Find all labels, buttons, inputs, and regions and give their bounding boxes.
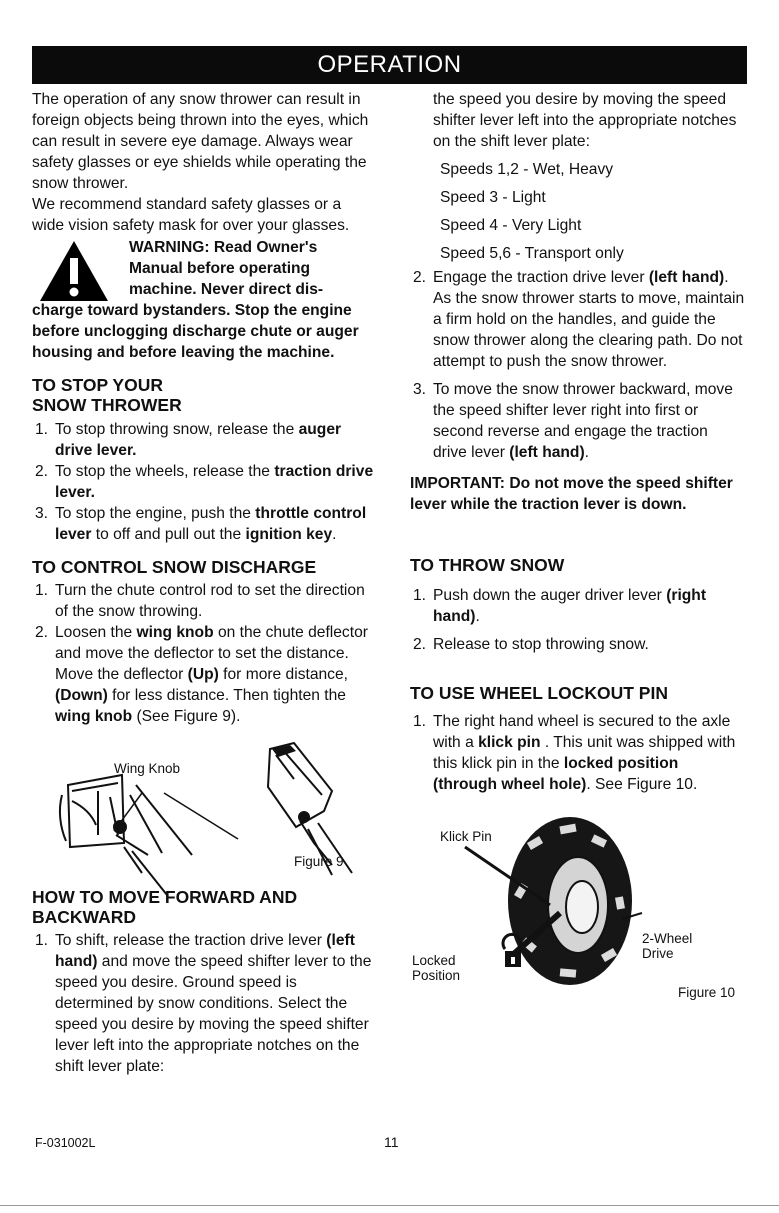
list-item xyxy=(410,379,745,463)
item-text: To stop the engine, push the xyxy=(55,505,251,522)
item-text: To move the snow thrower backward, move the speed shifter lever right into first or second reverse and engage the traction drive lever xyxy=(433,381,733,461)
item-number: 3. xyxy=(35,505,49,522)
stop-heading xyxy=(32,375,377,415)
item-bold-text: (left hand) xyxy=(55,932,355,970)
warning-line-1: WARNING: Read Owner's xyxy=(129,239,318,256)
document-code: F-031002L xyxy=(35,1136,96,1150)
item-punctuation: . xyxy=(90,484,95,501)
list-item xyxy=(410,711,745,795)
drive-label-line-1: 2-Wheel xyxy=(642,931,693,946)
lockout-heading: TO USE WHEEL LOCKOUT PIN xyxy=(410,683,668,703)
item-number: 1. xyxy=(413,587,427,604)
wing-knob-label: Wing Knob xyxy=(114,761,181,776)
item-bold-text: ignition key xyxy=(245,526,333,543)
drive-label-line-2: Drive xyxy=(642,946,674,961)
left-column xyxy=(32,89,377,1075)
item-bold-text: wing knob xyxy=(55,708,133,725)
item-text: Loosen the xyxy=(55,624,133,641)
item-text: Engage the traction drive lever xyxy=(433,269,645,286)
item-bold-text: (Up) xyxy=(187,666,219,683)
speed-row: Speeds 1,2 - Wet, Heavy xyxy=(440,161,614,178)
item-text: for more distance, xyxy=(223,666,348,683)
item-bold-text: auger drive lever xyxy=(55,421,342,459)
list-item xyxy=(410,585,745,627)
item-text: . xyxy=(584,444,589,461)
stop-list xyxy=(32,419,377,545)
item-number: 1. xyxy=(35,582,49,599)
item-bold-text: klick pin xyxy=(478,734,541,751)
item-text: Release to stop throwing snow. xyxy=(433,636,649,653)
list-item xyxy=(32,419,377,461)
item-number: 1. xyxy=(35,932,49,949)
item-punctuation: . xyxy=(332,526,337,543)
item-bold-text: (Down) xyxy=(55,687,108,704)
move-item-1-continued: the speed you desire by moving the speed shifter lever left into the appropriate notches on the shift lever plate: xyxy=(433,91,737,150)
locked-position-label xyxy=(412,953,460,983)
item-text: for less distance. Then tighten the xyxy=(112,687,346,704)
figure-10 xyxy=(410,801,745,1021)
item-text: (See Figure 9). xyxy=(136,708,241,725)
warning-block xyxy=(32,237,377,363)
throw-heading: TO THROW SNOW xyxy=(410,555,565,575)
item-text: To stop the wheels, release the xyxy=(55,463,270,480)
list-item xyxy=(32,622,377,727)
item-bold-text: (left hand) xyxy=(648,269,725,286)
item-text: . As the snow thrower starts to move, maintain a firm hold on the handles, and guide the snow thrower along the clearing path. Do not attempt to push the snow thrower. xyxy=(433,269,745,370)
item-bold-text: throttle control lever xyxy=(55,505,367,543)
speed-row: Speed 4 - Very Light xyxy=(440,217,582,234)
item-bold-text: traction drive lever xyxy=(55,463,374,501)
move-heading xyxy=(32,887,377,927)
figure-9-caption: Figure 9 xyxy=(294,854,344,869)
item-number: 1. xyxy=(413,713,427,730)
item-number: 1. xyxy=(35,421,49,438)
list-item xyxy=(32,930,377,1075)
item-number: 2. xyxy=(35,463,49,480)
bottom-rule xyxy=(0,1205,779,1206)
item-punctuation: . xyxy=(132,442,137,459)
locked-label-line-2: Position xyxy=(412,968,461,983)
warning-line-2: Manual before operating xyxy=(129,260,311,277)
move-heading-line-1: HOW TO MOVE FORWARD AND xyxy=(32,887,298,907)
stop-heading-line-2: SNOW THROWER xyxy=(32,395,182,415)
throw-list xyxy=(410,585,745,655)
list-item xyxy=(32,461,377,503)
discharge-list xyxy=(32,580,377,727)
speed-row: Speed 5,6 - Transport only xyxy=(440,245,624,262)
item-number: 2. xyxy=(413,636,427,653)
locked-label-line-1: Locked xyxy=(412,953,456,968)
move-heading-line-2: BACKWARD xyxy=(32,907,137,927)
warning-triangle-icon xyxy=(39,240,109,302)
item-text: . This unit was shipped with this klick pin in the xyxy=(433,734,736,772)
item-text: To stop throwing snow, release the xyxy=(55,421,295,438)
item-text: and move the speed shifter lever to the speed you desire. Ground speed is determined by snow conditions. Select the speed you desire by moving the speed shifter lever left into the appropriate notches on the shift lever plate: xyxy=(55,953,372,1075)
speed-row: Speed 3 - Light xyxy=(440,189,546,206)
move-list-left xyxy=(32,930,377,1075)
item-number: 2. xyxy=(413,269,427,286)
intro-paragraph-1: The operation of any snow thrower can result in foreign objects being thrown into the eyes, which can result in severe eye damage. Always wear safety glasses or eye shields while operating the snow thrower. xyxy=(32,91,369,192)
klick-pin-label: Klick Pin xyxy=(440,829,492,844)
item-text: to off and pull out the xyxy=(95,526,242,543)
page-number: 11 xyxy=(384,1134,399,1150)
section-banner: OPERATION xyxy=(32,46,747,84)
discharge-heading: TO CONTROL SNOW DISCHARGE xyxy=(32,557,317,577)
list-item xyxy=(410,634,745,655)
item-number: 2. xyxy=(35,624,49,641)
item-text: The right hand wheel is secured to the axle with a xyxy=(433,713,731,751)
item-bold-text: (right hand) xyxy=(433,587,707,625)
intro-paragraph-2: We recommend standard safety glasses or a wide vision safety mask for over your glasses. xyxy=(32,196,350,234)
list-item xyxy=(32,503,377,545)
right-column xyxy=(410,89,745,1021)
list-item xyxy=(32,580,377,622)
item-bold-text: locked position (through wheel hole) xyxy=(433,755,679,793)
stop-heading-line-1: TO STOP YOUR xyxy=(32,375,163,395)
warning-rest: charge toward bystanders. Stop the engine before unclogging discharge chute or auger housing and before leaving the machine. xyxy=(32,302,359,361)
item-bold-text: (left hand) xyxy=(509,444,585,461)
item-text: . xyxy=(475,608,480,625)
lockout-list xyxy=(410,711,745,795)
list-item xyxy=(410,267,745,372)
figure-9 xyxy=(32,735,377,875)
item-text: on the chute deflector and move the deflector to set the distance. Move the deflector xyxy=(55,624,368,683)
figure-10-caption: Figure 10 xyxy=(678,985,736,1000)
item-text: . See Figure 10. xyxy=(586,776,698,793)
two-wheel-drive-label xyxy=(642,931,692,961)
warning-line-3: machine. Never direct dis- xyxy=(129,281,324,298)
item-text: Turn the chute control rod to set the direction of the snow throwing. xyxy=(55,582,365,620)
item-text: To shift, release the traction drive lever xyxy=(55,932,322,949)
item-number: 3. xyxy=(413,381,427,398)
item-text: Push down the auger driver lever xyxy=(433,587,662,604)
item-bold-text: wing knob xyxy=(136,624,214,641)
important-note: IMPORTANT: Do not move the speed shifter lever while the traction lever is down. xyxy=(410,475,733,513)
move-list-right xyxy=(410,267,745,463)
